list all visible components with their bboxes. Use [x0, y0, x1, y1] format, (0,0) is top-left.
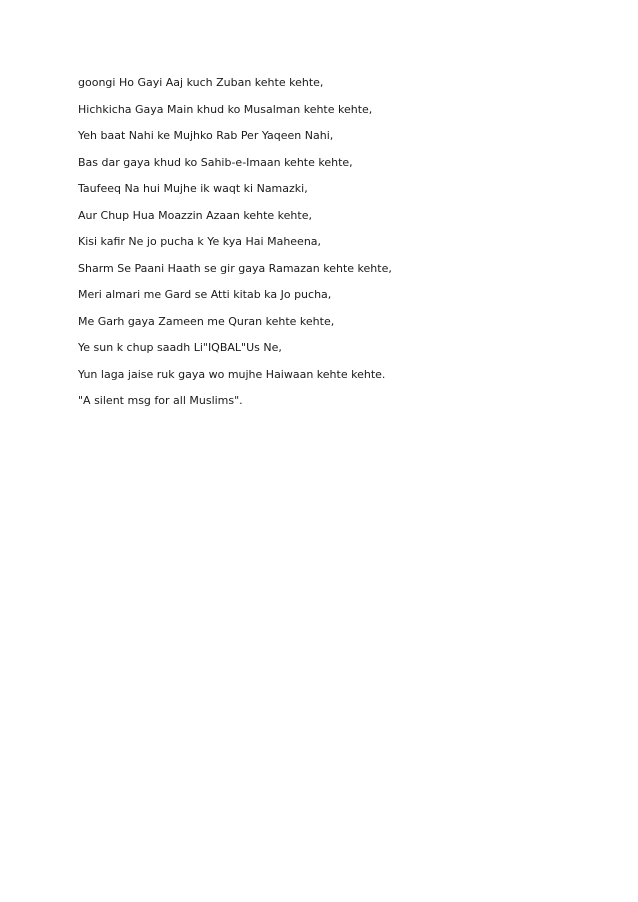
poem-line-12: Yun laga jaise ruk gaya wo mujhe Haiwaan kehte kehte. — [78, 367, 386, 381]
poem-line-6: Aur Chup Hua Moazzin Azaan kehte kehte, — [78, 208, 312, 222]
poem-line-10: Me Garh gaya Zameen me Quran kehte kehte, — [78, 314, 335, 328]
poem-line-9: Meri almari me Gard se Atti kitab ka Jo pucha, — [78, 288, 332, 301]
poem-text — [78, 74, 392, 419]
poem-line-1: goongi Ho Gayi Aaj kuch Zuban kehte kehte, — [78, 76, 324, 89]
poem-line-5: Taufeeq Na hui Mujhe ik waqt ki Namazki, — [78, 182, 308, 195]
poem-line-11: Ye sun k chup saadh Li"IQBAL"Us Ne, — [78, 341, 282, 354]
poem-line-4: Bas dar gaya khud ko Sahib-e-Imaan kehte kehte, — [78, 155, 353, 169]
poem-line-8: Sharm Se Paani Haath se gir gaya Ramazan kehte kehte, — [78, 261, 392, 275]
poem-line-2: Hichkicha Gaya Main khud ko Musalman kehte kehte, — [78, 102, 373, 116]
poem-line-3: Yeh baat Nahi ke Mujhko Rab Per Yaqeen Nahi, — [78, 129, 334, 142]
poem-line-7: Kisi kafir Ne jo pucha k Ye kya Hai Maheena, — [78, 235, 322, 248]
closing-line: "A silent msg for all Muslims". — [78, 394, 243, 407]
